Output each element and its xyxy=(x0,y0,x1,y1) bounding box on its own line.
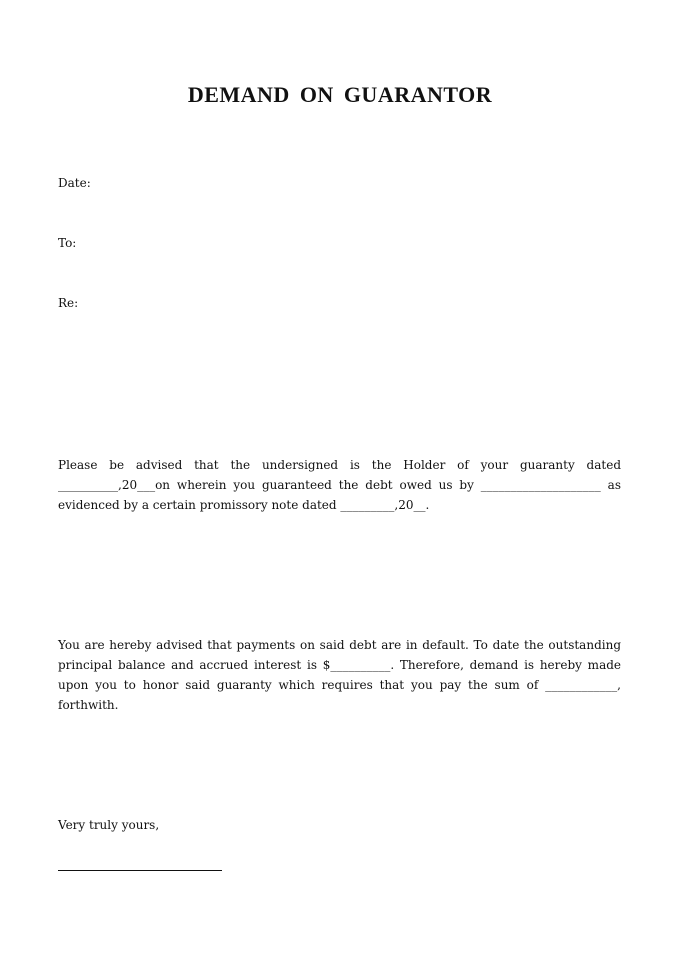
to-field-label: To: xyxy=(58,236,77,250)
signature-line xyxy=(58,870,222,871)
re-field-label: Re: xyxy=(58,296,79,310)
document-title: DEMAND ON GUARANTOR xyxy=(187,82,493,107)
guaranty-paragraph: Please be advised that the undersigned is the Holder of your guaranty dated __________,20___on wherein you guaranteed the debt owed us by ____________________ as evidenced by a certain promissory note dated _________,20__. xyxy=(58,458,621,512)
demand-paragraph: You are hereby advised that payments on said debt are in default. To date the outstanding principal balance and accrued interest is $__________. Therefore, demand is hereby made upon you to honor said guaranty which requires that you pay the sum of ____________, forthwith. xyxy=(58,638,621,712)
date-field-label: Date: xyxy=(58,176,91,190)
closing-salutation: Very truly yours, xyxy=(58,818,160,832)
